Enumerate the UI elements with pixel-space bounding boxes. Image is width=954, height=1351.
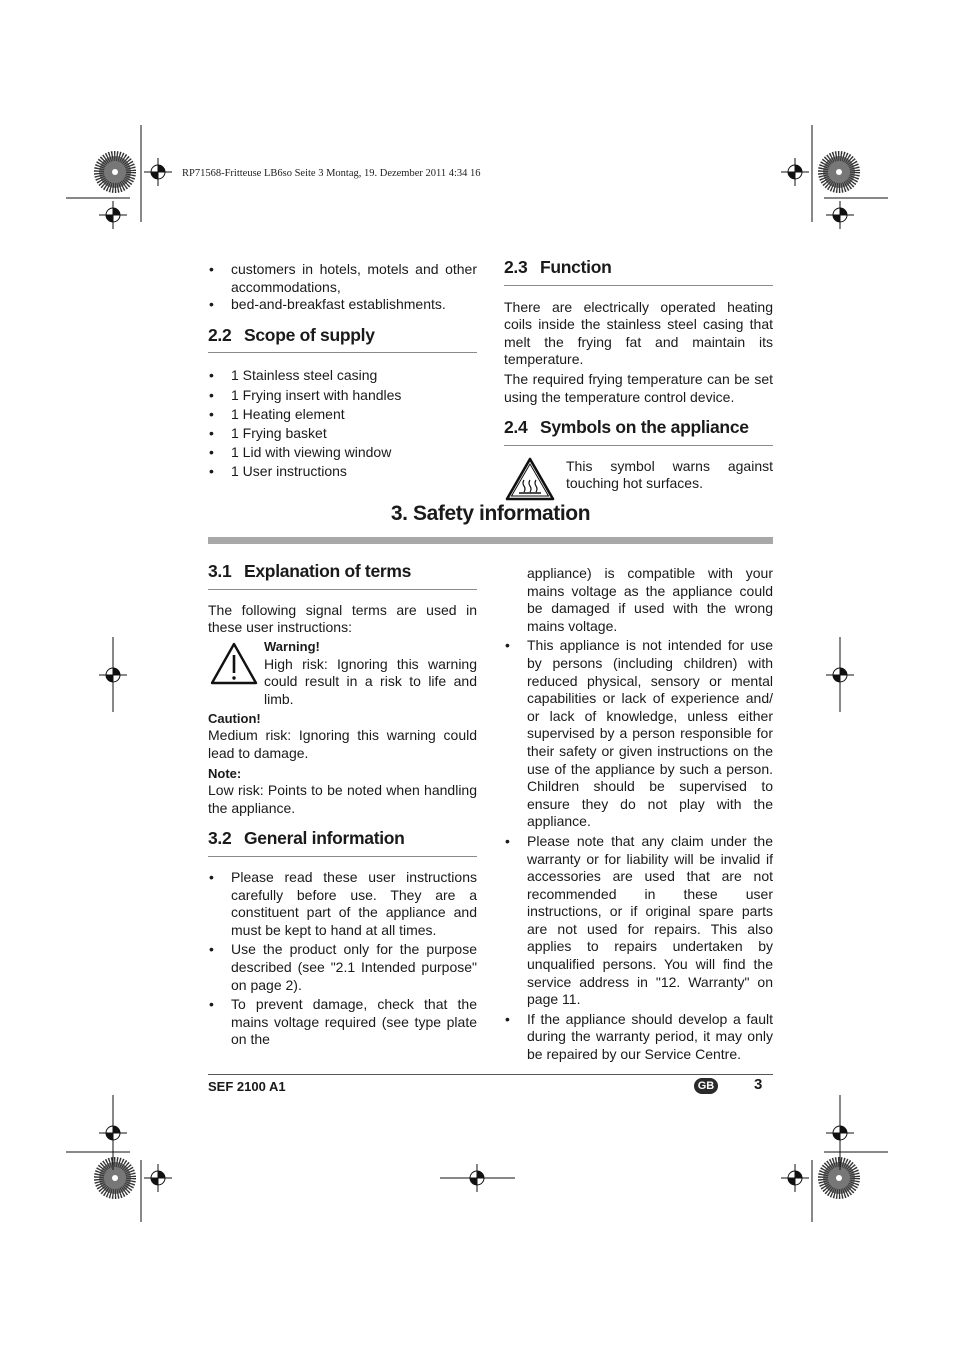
hot-surface-warning-icon	[504, 456, 556, 502]
section-title: Explanation of terms	[244, 561, 412, 581]
title-divider	[208, 537, 773, 544]
section-title: Scope of supply	[244, 324, 375, 345]
symbol-description: This symbol warns against touching hot surfaces.	[566, 457, 773, 492]
lower-left-column	[208, 563, 477, 1049]
general-list-continued	[504, 637, 773, 1063]
section-heading-supply	[208, 324, 477, 354]
list-item: • Please read these user instructions carefully before use. They are a constituent part of the appliance and must be kept to hand at all times.	[208, 869, 477, 939]
print-header: RP71568-Fritteuse LB6so Seite 3 Montag, 19. Dezember 2011 4:34 16	[182, 168, 481, 179]
section-number: 2.4	[504, 417, 528, 438]
list-item: • customers in hotels, motels and other accommodations,	[208, 261, 477, 296]
note-text: Low risk: Points to be noted when handling the appliance.	[208, 782, 477, 816]
upper-right-column	[504, 259, 773, 508]
list-item: • To prevent damage, check that the mains voltage required (see type plate on the	[208, 996, 477, 1049]
warning-block	[208, 638, 477, 710]
warning-label: Warning!	[264, 638, 320, 654]
lower-right-column	[504, 565, 773, 1064]
section-number: 2.3	[504, 257, 528, 277]
warning-triangle-icon	[209, 641, 259, 687]
page-title: 3. Safety information	[390, 502, 591, 525]
list-item: • 1 Lid with viewing window	[208, 443, 477, 462]
list-item: • 1 Stainless steel casing	[208, 366, 477, 385]
section-title: Symbols on the appliance	[540, 417, 749, 438]
section-number: 3.1	[208, 561, 232, 581]
intended-use-list	[208, 261, 477, 314]
general-list	[208, 869, 477, 1049]
list-item: • bed-and-breakfast establishments.	[208, 296, 477, 314]
continued-paragraph: appliance) is compatible with your mains voltage as the appliance could be damaged if used with the wrong mains voltage.	[527, 565, 773, 634]
function-paragraph: There are electrically operated heating coils inside the stainless steel casing that melt the frying fat and maintain its temperature.	[504, 298, 773, 368]
list-item: • This appliance is not intended for use by persons (including children) with reduced physical, sensory or mental capabilities or lack of experience and/ or lack of knowledge, unless either supervised by a person responsible for their safety or given instructions on the use of the appliance by such a person. Children should be supervised to ensure they do not play with the appliance.	[504, 637, 773, 831]
section-number: 2.2	[208, 324, 232, 345]
list-item: • If the appliance should develop a fault during the warranty period, it may only be repaired by our Service Centre.	[504, 1011, 773, 1064]
supply-list	[208, 366, 477, 481]
function-paragraph: The required frying temperature can be set using the temperature control device.	[504, 370, 773, 405]
caution-text: Medium risk: Ignoring this warning could lead to damage.	[208, 727, 477, 761]
list-item: • 1 Frying basket	[208, 424, 477, 443]
list-item: • 1 Frying insert with handles	[208, 386, 477, 405]
note-label: Note:	[208, 765, 242, 781]
list-item: • 1 Heating element	[208, 405, 477, 424]
list-item: • Please note that any claim under the warranty or for liability will be invalid if accessories are used that are not recommended in these user instructions, or if original spare parts are not used for repairs. This also applies to repairs undertaken by unqualified persons. You will find the service address in "12. Warranty" on page 11.	[504, 833, 773, 1009]
warning-text: High risk: Ignoring this warning could result in a risk to life and limb.	[264, 655, 477, 707]
list-item: • 1 User instructions	[208, 462, 477, 481]
section-heading-symbols	[504, 419, 773, 446]
symbol-row	[504, 458, 773, 508]
footer-divider	[208, 1074, 773, 1075]
terms-intro: The following signal terms are used in these user instructions:	[208, 601, 477, 636]
section-heading-terms	[208, 563, 477, 590]
page-number: 3	[754, 1076, 763, 1093]
section-title: General information	[244, 828, 405, 849]
language-badge: GB	[694, 1078, 718, 1094]
footer-model: SEF 2100 A1	[208, 1079, 286, 1094]
upper-left-column	[208, 261, 477, 482]
caution-label: Caution!	[208, 710, 261, 726]
section-heading-function	[504, 259, 773, 286]
section-number: 3.2	[208, 828, 232, 849]
list-item: • Use the product only for the purpose described (see "2.1 Intended purpose" on page 2).	[208, 941, 477, 994]
section-title: Function	[540, 257, 612, 277]
section-heading-general	[208, 830, 477, 857]
